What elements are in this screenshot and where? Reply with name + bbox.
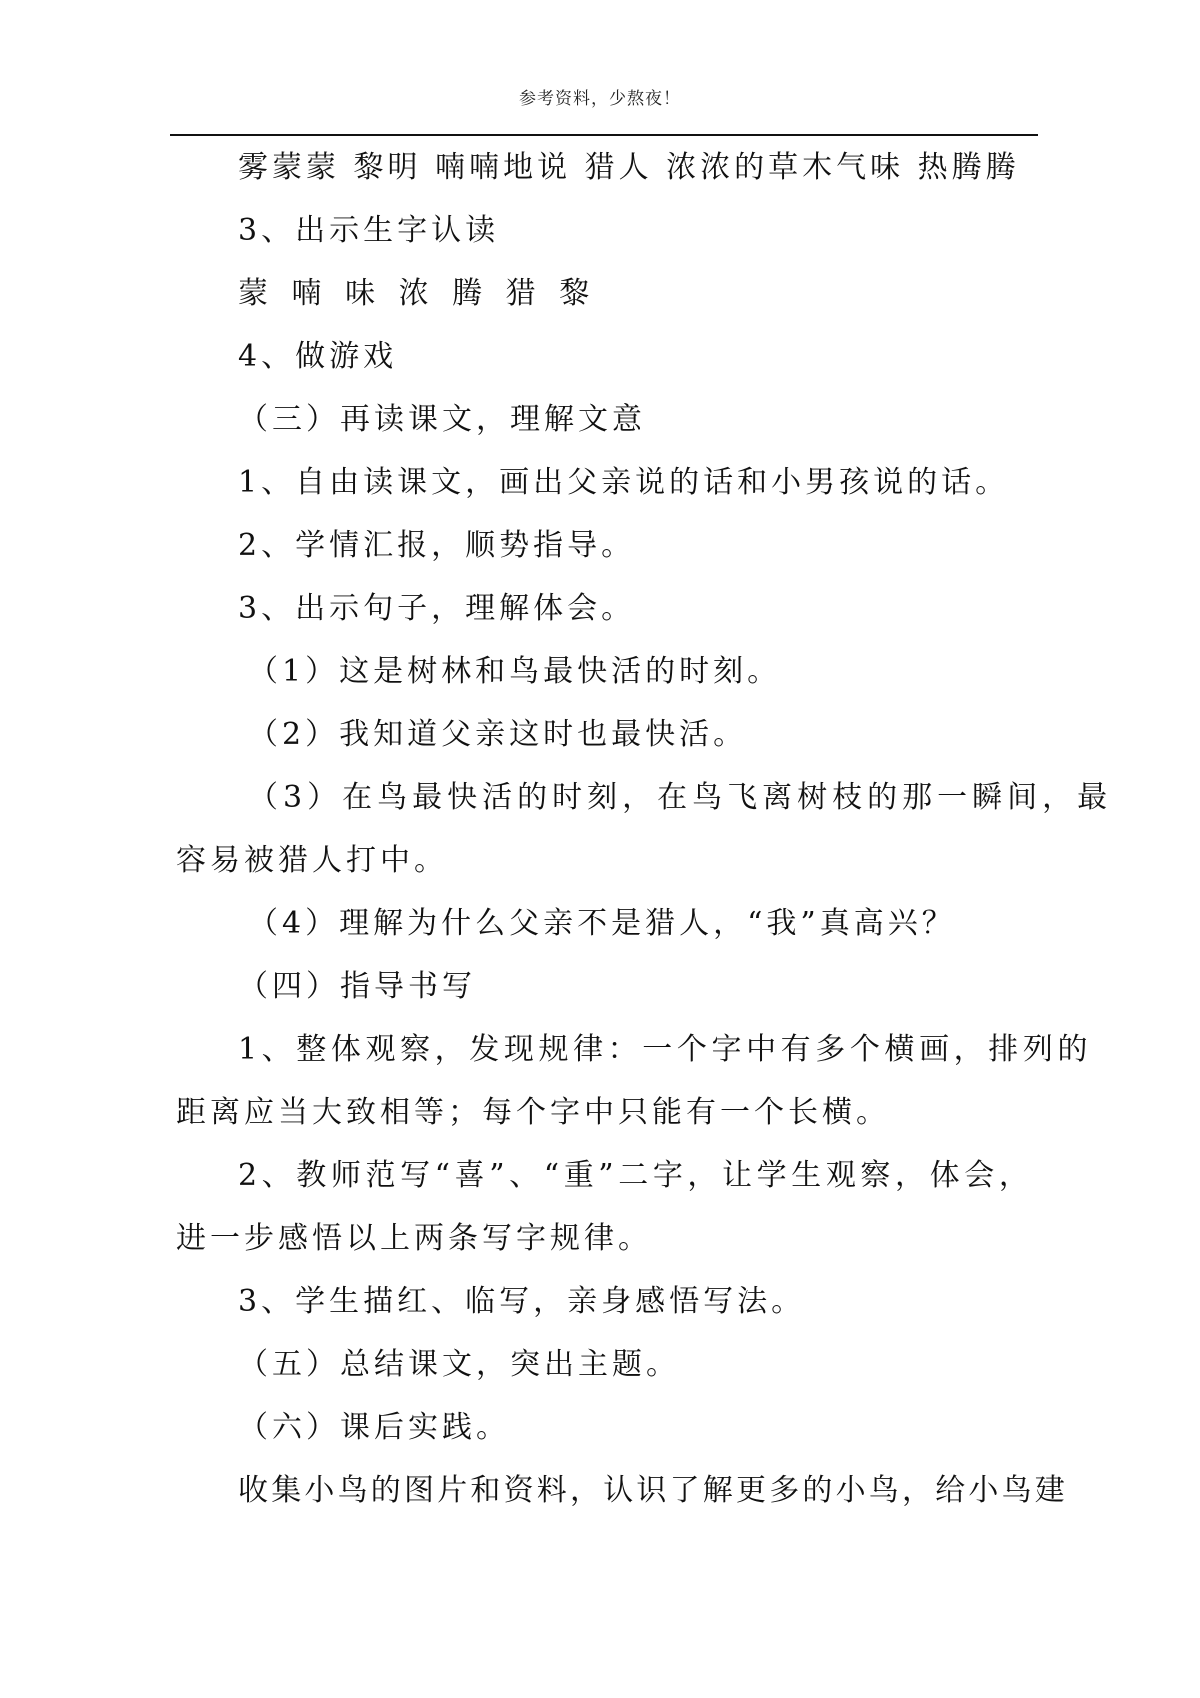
paragraph-line: 2、学情汇报，顺势指导。 [238,528,636,563]
sentence-item: （2）我知道父亲这时也最快活。 [248,717,748,752]
paragraph-line: 1、自由读课文，画出父亲说的话和小男孩说的话。 [238,465,1010,500]
section-heading: （六）课后实践。 [238,1410,510,1445]
paragraph-line: 收集小鸟的图片和资料，认识了解更多的小鸟，给小鸟建 [238,1473,1068,1508]
paragraph-line: 2、教师范写“喜”、“重”二字，让学生观察，体会， [238,1158,1034,1193]
sentence-item: （3）在鸟最快活的时刻，在鸟飞离树枝的那一瞬间，最 [248,780,1113,815]
paragraph-line: 3、学生描红、临写，亲身感悟写法。 [238,1284,806,1319]
section-heading: （五）总结课文，突出主题。 [238,1347,680,1382]
sentence-item-continued: 容易被猎人打中。 [176,843,448,878]
sentence-item: （4）理解为什么父亲不是猎人，“我”真高兴？ [248,906,956,941]
paragraph-line: 3、出示句子，理解体会。 [238,591,636,626]
paragraph-line: 1、整体观察，发现规律：一个字中有多个横画，排列的 [238,1032,1093,1067]
paragraph-line-continued: 距离应当大致相等；每个字中只能有一个长横。 [176,1095,890,1130]
new-characters-line: 蒙 喃 味 浓 腾 猎 黎 [238,276,597,311]
section-heading: （三）再读课文，理解文意 [238,402,646,437]
sentence-item: （1）这是树林和鸟最快活的时刻。 [248,654,782,689]
section-heading: （四）指导书写 [238,969,476,1004]
vocabulary-line: 雾蒙蒙 黎明 喃喃地说 猎人 浓浓的草木气味 热腾腾 [238,150,1020,185]
step-heading: 4、做游戏 [238,339,398,374]
header-divider [170,134,1038,136]
step-heading: 3、出示生字认读 [238,213,500,248]
paragraph-line-continued: 进一步感悟以上两条写字规律。 [176,1221,652,1256]
page-header: 参考资料，少熬夜！ [519,89,681,109]
